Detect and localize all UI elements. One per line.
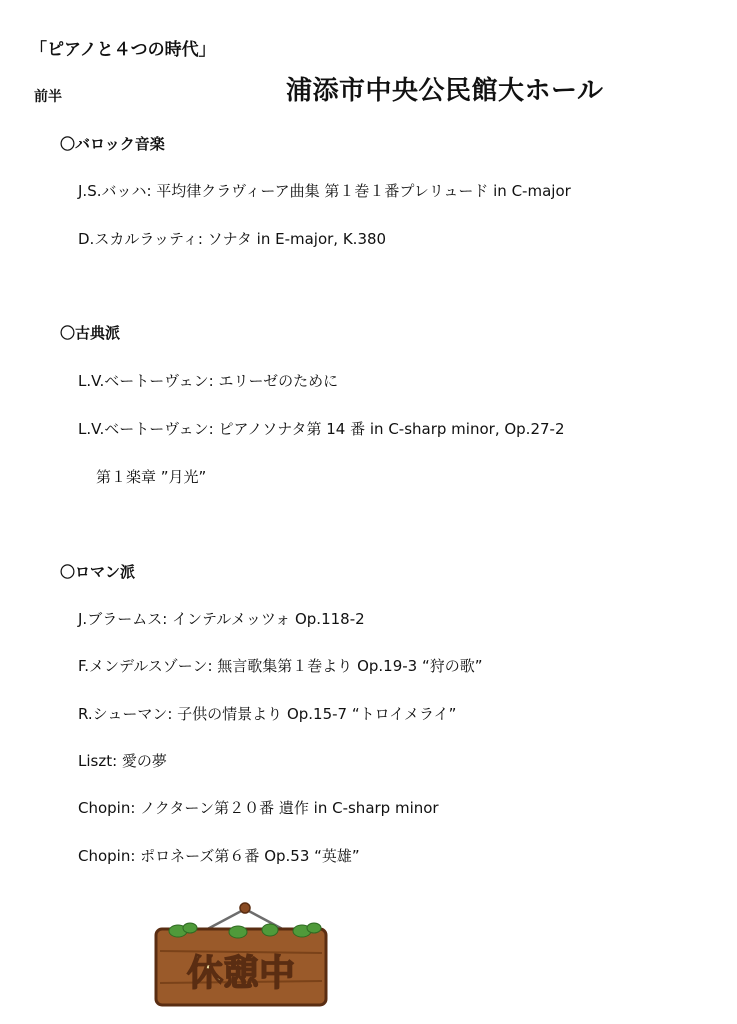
section-heading-classical: 〇古典派 xyxy=(60,324,121,342)
piece-item: J.S.バッハ: 平均律クラヴィーア曲集 第１巻１番プレリュード in C-major xyxy=(78,182,571,200)
piece-item: L.V.ベートーヴェン: ピアノソナタ第 14 番 in C-sharp minor, Op.27-2 xyxy=(78,420,565,438)
piece-item: Chopin: ノクターン第２０番 遺作 in C-sharp minor xyxy=(78,799,439,817)
sign-text: 休憩中 xyxy=(186,953,296,994)
program-title: 「ピアノと４つの時代」 xyxy=(30,40,216,60)
piece-item: F.メンデルスゾーン: 無言歌集第１巻より Op.19-3 “狩の歌” xyxy=(78,657,483,675)
piece-item: D.スカルラッティ: ソナタ in E-major, K.380 xyxy=(78,230,387,248)
venue-name: 浦添市中央公民館大ホール xyxy=(286,76,604,106)
break-sign-illustration xyxy=(150,895,332,1015)
part-label: 前半 xyxy=(34,89,62,105)
piece-item: R.シューマン: 子供の情景より Op.15-7 “トロイメライ” xyxy=(78,705,457,723)
section-heading-romantic: 〇ロマン派 xyxy=(60,563,136,581)
piece-subitem: 第１楽章 ”月光” xyxy=(96,468,207,486)
piece-item: J.ブラームス: インテルメッツォ Op.118-2 xyxy=(78,610,365,628)
piece-item: L.V.ベートーヴェン: エリーゼのために xyxy=(78,372,339,390)
sign-nail xyxy=(240,903,250,913)
piece-item: Liszt: 愛の夢 xyxy=(78,752,167,770)
piece-item: Chopin: ポロネーズ第６番 Op.53 “英雄” xyxy=(78,847,360,865)
section-heading-baroque: 〇バロック音楽 xyxy=(60,135,165,153)
